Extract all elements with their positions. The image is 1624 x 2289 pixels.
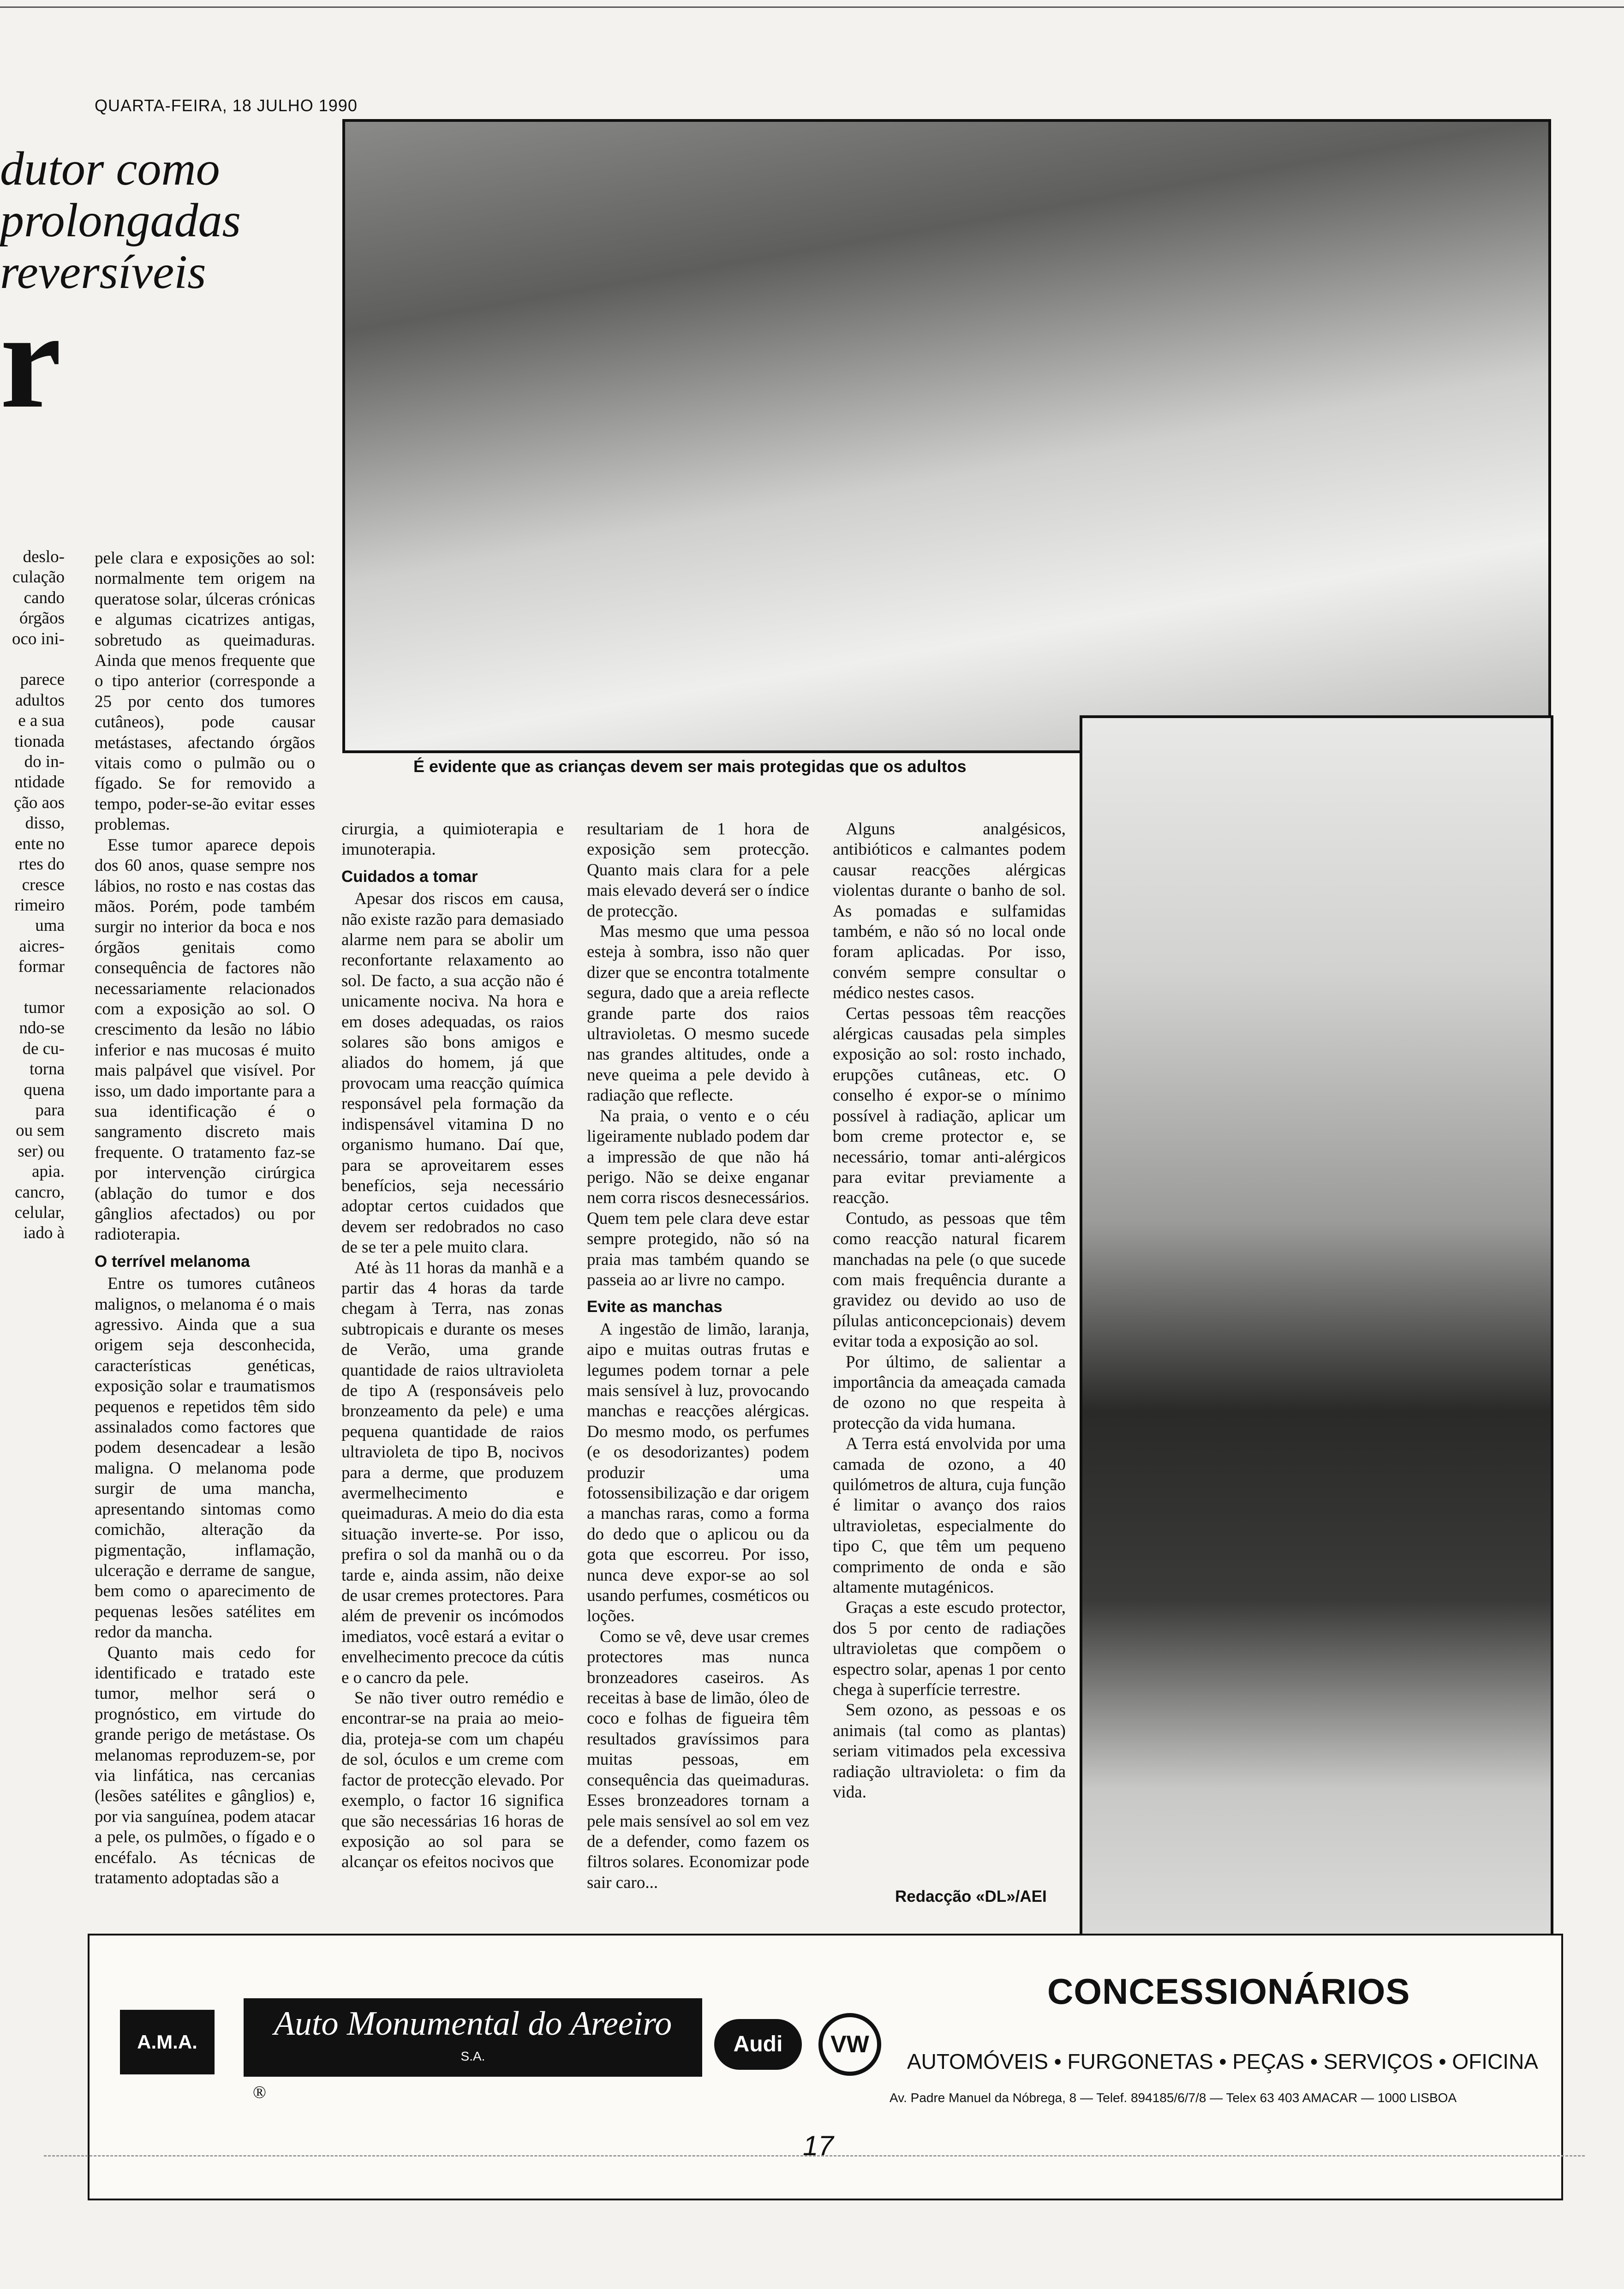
fragment-line: adultos <box>15 690 65 710</box>
subheading-manchas: Evite as manchas <box>587 1298 722 1316</box>
paragraph: A Terra está envolvida por uma camada de ozono, a 40 quilómetros de altura, cuja função é limitar o avanço dos raios ultravioletas, especialmente do tipo C, que têm um pequeno comprimento de onda e são altamente mutagénicos. <box>833 1434 1066 1597</box>
company-name: Auto Monumental do Areeiro <box>274 2005 672 2043</box>
top-rule <box>0 6 1624 8</box>
fragment-line: iado à <box>23 1223 65 1243</box>
fragment-line: ndo-se <box>19 1019 65 1038</box>
mother-child-photo <box>1080 715 1553 1981</box>
ad-address: Av. Padre Manuel da Nóbrega, 8 — Telef. 894185/6/7/8 — Telex 63 403 AMACAR — 1000 LISBOA <box>890 2091 1457 2105</box>
paragraph: Se não tiver outro remédio e encontrar-se na praia ao meio-dia, proteja-se com um chapéu de sol, óculos e um creme com factor de protecção elevado. Por exemplo, o factor 16 significa que são necessárias 16 horas de exposição ao sol para se alcançar os efeitos nocivos que <box>341 1689 564 1872</box>
headline-big-letter: r <box>0 283 62 437</box>
fragment-line: do in- <box>24 752 65 772</box>
paragraph: A ingestão de limão, laranja, aipo e muitas outras frutas e legumes podem tornar a pele mais sensível à luz, provocando manchas e reacções alérgicas. Do mesmo modo, os perfumes (e os desodorizantes) podem produzir uma fotossensibilização e dar origem a manchas raras, como a forma do dedo que o aplicou ou da gota que escorreu. Por isso, nunca deve expor-se ao sol usando perfumes, cosméticos ou loções. <box>587 1319 809 1626</box>
ad-services: AUTOMÓVEIS • FURGONETAS • PEÇAS • SERVIÇOS • OFICINA <box>907 2049 1538 2073</box>
fragment-line: uma <box>35 916 65 935</box>
page-divider <box>44 2155 1585 2157</box>
fragment-line: ente no <box>15 834 65 853</box>
subheading-cuidados: Cuidados a tomar <box>341 867 478 886</box>
paragraph: Graças a este escudo protector, dos 5 por cento de radiações ultravioletas que compõem o espectro solar, apenas 1 por cento chega à superfície terrestre. <box>833 1598 1066 1700</box>
fragment-line: quena <box>24 1080 65 1099</box>
vw-logo-icon: VW <box>818 2013 881 2076</box>
article-column-2 <box>341 819 564 1873</box>
fragment-line: ntidade <box>14 773 65 792</box>
article-column-3 <box>587 819 809 1893</box>
fragment-line: aicres- <box>19 936 65 956</box>
fragment-line: culação <box>12 568 65 587</box>
paragraph: Por último, de salientar a importância da ameaçada camada de ozono no que respeita à protecção da vida humana. <box>833 1352 1066 1433</box>
fragment-line: ção aos <box>14 793 65 812</box>
paragraph: Na praia, o vento e o céu ligeiramente nublado podem dar a impressão de que não há perigo. Não se deixe enganar nem corra riscos desnecessários. Quem tem pele clara deve estar sempre protegido, não só na praia mas também quando se passeia ao ar livre no campo. <box>587 1106 809 1289</box>
fragment-line: tumor <box>24 998 65 1017</box>
dateline: QUARTA-FEIRA, 18 JULHO 1990 <box>95 96 358 115</box>
article-credit: Redacção «DL»/AEI <box>895 1888 1047 1906</box>
photo-caption: É evidente que as crianças devem ser mais protegidas que os adultos <box>413 757 967 776</box>
ad-heading: CONCESSIONÁRIOS <box>1047 1971 1410 2012</box>
ama-logo: A.M.A. <box>120 2010 215 2074</box>
fragment-line: disso, <box>25 814 65 833</box>
fragment-line: celular, <box>14 1203 65 1222</box>
paragraph: Apesar dos riscos em causa, não existe razão para demasiado alarme nem para se abolir um reconfortante relaxamento ao sol. De facto, a sua acção não é unicamente nociva. Na hora e em doses adequadas, os raios solares são bons amigos e aliados do homem, já que provocam uma reacção química responsável pela formação da indispensável vitamina D no organismo humano. Daí que, para se aproveitarem esses benefícios, seja necessário adoptar certos cuidados que devem ser redobrados no caso de se ter a pele muito clara. <box>341 889 564 1257</box>
paragraph: pele clara e exposições ao sol: normalmente tem origem na queratose solar, úlceras crónicas e algumas cicatrizes antigas, sobretudo as queimaduras. Ainda que menos frequente que o tipo anterior (corresponde a 25 por cento dos tumores cutâneos), pode causar metástases, afectando órgãos vitais como o pulmão ou o fígado. Se for removido a tempo, poder-se-ão evitar esses problemas. <box>95 549 315 834</box>
paragraph: Contudo, as pessoas que têm como reacção natural ficarem manchadas na pele (o que sucede com mais frequência durante a gravidez ou devido ao uso de pílulas anticoncepcionais) devem evitar toda a exposição ao sol. <box>833 1209 1066 1351</box>
fragment-line: órgãos <box>19 609 65 628</box>
fragment-line: torna <box>29 1060 65 1079</box>
headline-line-1: dutor como <box>0 142 220 195</box>
paragraph: Sem ozono, as pessoas e os animais (tal como as plantas) seriam vitimados pela excessiva radiação ultravioleta: o fim da vida. <box>833 1701 1066 1802</box>
fragment-line: tionada <box>14 731 65 751</box>
fragment-line: de cu- <box>22 1039 65 1058</box>
registered-mark: ® <box>253 2083 266 2102</box>
fragment-line: cancro, <box>15 1182 65 1202</box>
page-number: 17 <box>803 2130 834 2161</box>
paragraph: Quanto mais cedo for identificado e tratado este tumor, melhor será o prognóstico, em virtude do grande perigo de metástase. Os melanomas reproduzem-se, por via linfática, nas cercanias (lesões satélites e gânglios) e, por via sanguínea, podem atacar a pele, os pulmões, o fígado e o encéfalo. As técnicas de tratamento adoptadas são a <box>95 1643 315 1888</box>
fragment-line: formar <box>18 957 65 977</box>
fragment-line <box>0 649 65 670</box>
fragment-line <box>0 977 65 998</box>
paragraph: cirurgia, a quimioterapia e imunoterapia. <box>341 820 564 859</box>
fragment-line: rtes do <box>18 855 65 874</box>
fragment-line: ser) ou <box>18 1141 65 1161</box>
company-suffix: S.A. <box>460 2049 485 2063</box>
paragraph: Entre os tumores cutâneos malignos, o melanoma é o mais agressivo. Ainda que a sua origem seja desconhecida, características genéticas, exposição solar e traumatismos pequenos e repetidos têm sido assinalados como factores que podem desencadear a lesão maligna. O melanoma pode surgir de uma mancha, apresentando sintomas como comichão, alteração da pigmentação, inflamação, ulceração e derrame de sangue, bem como o aparecimento de pequenas lesões satélites em redor da mancha. <box>95 1274 315 1642</box>
headline-line-3: reversíveis <box>0 246 206 299</box>
article-column-1 <box>95 548 315 1888</box>
paragraph: Alguns analgésicos, antibióticos e calmantes podem causar reacções alérgicas violentas durante o banho de sol. As pomadas e sulfamidas também, e não só no local onde foram aplicadas. Por isso, convém sempre consultar o médico nestes casos. <box>833 820 1066 1003</box>
fragment-line: apia. <box>32 1162 65 1181</box>
paragraph: Esse tumor aparece depois dos 60 anos, quase sempre nos lábios, no rosto e nas costas das mãos. Porém, pode também surgir no interior da boca e nos órgãos genitais como consequência de factores não necessariamente relacionados com a exposição ao sol. O crescimento da lesão no lábio inferior e nas mucosas é muito mais palpável que visível. Por isso, um dado importante para a sua identificação é o sangramento discreto mais frequente. O tratamento faz-se por intervenção cirúrgica (ablação do tumor e dos gânglios afectados) ou por radioterapia. <box>95 835 315 1244</box>
article-column-4 <box>833 819 1066 1803</box>
beach-photo <box>342 119 1551 753</box>
headline-line-2: prolongadas <box>0 194 241 247</box>
paragraph: Mas mesmo que uma pessoa esteja à sombra, isso não quer dizer que se encontra totalmente segura, dado que a areia reflecte grande parte dos raios ultravioletas. O mesmo sucede nas grandes altitudes, onde a neve queima a pele devido à radiação que reflecte. <box>587 922 809 1105</box>
fragment-line: ou sem <box>16 1121 65 1140</box>
paragraph: Certas pessoas têm reacções alérgicas causadas pela simples exposição ao sol: rosto inchado, erupções cutâneas, etc. O conselho é expor-se o mínimo possível à radiação, aplicar um bom creme protector e, se necessário, tomar anti-alérgicos para evitar previamente a reacção. <box>833 1004 1066 1208</box>
headline <box>0 143 241 298</box>
fragment-line: cando <box>24 588 65 607</box>
fragment-line: deslo- <box>23 547 65 566</box>
fragment-line: e a sua <box>18 711 65 731</box>
subheading-melanoma: O terrível melanoma <box>95 1252 250 1270</box>
audi-logo-icon: Audi <box>714 2019 802 2070</box>
fragment-line: rimeiro <box>14 895 65 915</box>
fragment-line: cresce <box>22 875 65 894</box>
left-column-fragment <box>0 547 65 1244</box>
fragment-line: oco ini- <box>12 629 65 648</box>
fragment-line: para <box>35 1100 65 1120</box>
paragraph: Até às 11 horas da manhã e a partir das 4 horas da tarde chegam à Terra, nas zonas subtropicais e durante os meses de Verão, uma grande quantidade de raios ultravioleta de tipo A (responsáveis pelo bronzeamento da pele) e uma pequena quantidade de raios ultravioleta de tipo B, nocivos para a derme, que produzem avermelhecimento e queimaduras. A meio do dia esta situação inverte-se. Por isso, prefira o sol da manhã ou o da tarde e, ainda assim, não deixe de usar cremes protectores. Para além de prevenir os incómodos imediatos, você estará a evitar o envelhecimento precoce da cútis e o cancro da pele. <box>341 1258 564 1687</box>
fragment-line: parece <box>20 670 65 689</box>
company-logo <box>244 1998 702 2077</box>
paragraph: Como se vê, deve usar cremes protectores mas nunca bronzeadores caseiros. As receitas à base de limão, óleo de coco e folhas de figueira têm resultados gravíssimos para muitas pessoas, em consequência das queimaduras. Esses bronzeadores tornam a pele mais sensível ao sol em vez de a defender, como fazem os filtros solares. Economizar pode sair caro... <box>587 1627 809 1892</box>
paragraph: resultariam de 1 hora de exposição sem protecção. Quanto mais clara for a pele mais elevado deverá ser o índice de protecção. <box>587 820 809 921</box>
